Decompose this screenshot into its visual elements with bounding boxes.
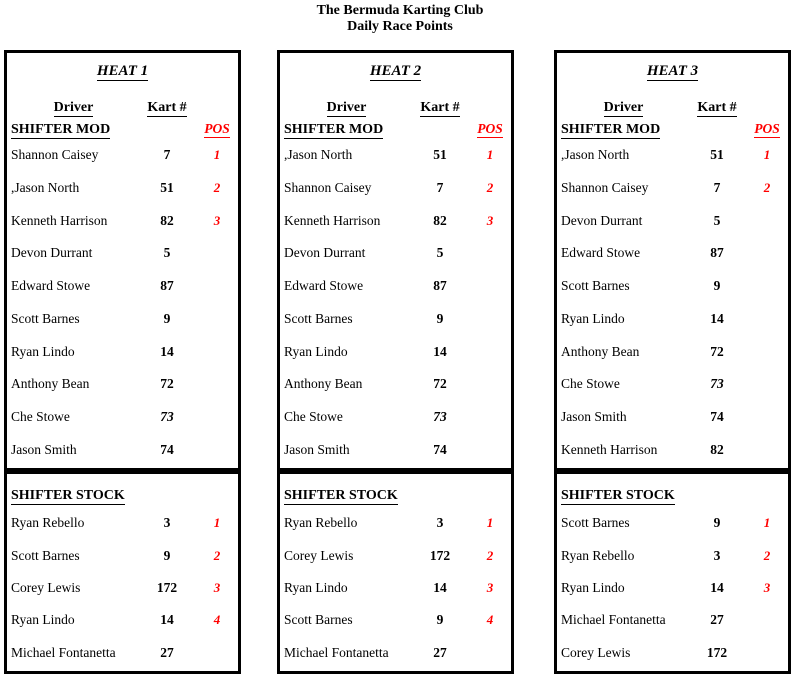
kart-number: 14 (160, 343, 174, 359)
stock-row (7, 604, 238, 636)
driver-name: Scott Barnes (11, 310, 80, 326)
pos-column-header: POS (754, 121, 780, 136)
position-value: 2 (763, 547, 771, 563)
kart-number: 82 (160, 212, 174, 228)
mod-row (557, 368, 788, 401)
driver-name: Corey Lewis (284, 547, 354, 563)
kart-number: 172 (706, 644, 728, 660)
stock-row (280, 604, 511, 636)
heat-title: HEAT 2 (369, 63, 422, 79)
driver-name: Kenneth Harrison (284, 212, 381, 228)
driver-name: Scott Barnes (11, 547, 80, 563)
kart-number: 27 (433, 644, 447, 660)
driver-name: Ryan Rebello (284, 515, 358, 531)
position-value: 1 (213, 147, 221, 163)
kart-column-header: Kart # (147, 100, 187, 115)
stock-row (557, 572, 788, 604)
shifter-mod-rows (280, 139, 511, 466)
stock-row (557, 604, 788, 636)
kart-number: 9 (163, 310, 171, 326)
driver-name: Anthony Bean (284, 376, 363, 392)
kart-column-header: Kart # (420, 100, 460, 115)
stock-row (280, 507, 511, 539)
driver-name: Michael Fontanetta (284, 644, 389, 660)
driver-name: Anthony Bean (11, 376, 90, 392)
position-value: 1 (486, 147, 494, 163)
mod-row (7, 139, 238, 172)
mod-row (557, 433, 788, 466)
driver-name: Shannon Caisey (11, 147, 99, 163)
driver-name: Devon Durrant (284, 245, 366, 261)
driver-name: Jason Smith (11, 441, 77, 457)
position-value: 2 (486, 180, 494, 196)
position-value: 1 (763, 515, 771, 531)
kart-number: 9 (436, 612, 444, 628)
driver-name: Kenneth Harrison (561, 441, 658, 457)
mod-row (7, 368, 238, 401)
pos-column-header: POS (204, 121, 230, 136)
column-header-row (7, 97, 238, 117)
shifter-stock-header: SHIFTER STOCK (561, 488, 675, 503)
position-value: 2 (213, 547, 221, 563)
position-value: 3 (763, 580, 771, 596)
stock-row (7, 572, 238, 604)
driver-name: Corey Lewis (561, 644, 631, 660)
position-value: 2 (763, 180, 771, 196)
kart-number: 87 (160, 278, 174, 294)
stock-row (557, 637, 788, 669)
driver-name: Shannon Caisey (561, 180, 649, 196)
driver-name: Ryan Rebello (11, 515, 85, 531)
driver-name: Michael Fontanetta (561, 612, 666, 628)
position-value: 3 (486, 212, 494, 228)
shifter-mod-header: SHIFTER MOD (284, 122, 384, 137)
driver-name: Scott Barnes (284, 310, 353, 326)
page-title: The Bermuda Karting Club (316, 3, 484, 18)
kart-number: 14 (710, 310, 724, 326)
driver-name: Scott Barnes (561, 515, 630, 531)
shifter-stock-header: SHIFTER STOCK (11, 488, 125, 503)
class-header-row (7, 119, 238, 139)
kart-number: 7 (713, 180, 721, 196)
kart-number: 9 (713, 515, 721, 531)
kart-column-header: Kart # (697, 100, 737, 115)
heat-title: HEAT 1 (96, 63, 149, 79)
mod-row (7, 204, 238, 237)
stock-row (557, 507, 788, 539)
kart-number: 9 (436, 310, 444, 326)
position-value: 3 (213, 212, 221, 228)
position-value: 1 (763, 147, 771, 163)
driver-column-header: Driver (603, 100, 644, 115)
stock-row (557, 539, 788, 571)
heat-box (277, 50, 514, 674)
shifter-stock-section (277, 471, 514, 674)
driver-name: Edward Stowe (284, 278, 364, 294)
position-value: 3 (486, 580, 494, 596)
driver-name: Che Stowe (284, 408, 343, 424)
driver-name: Scott Barnes (561, 278, 630, 294)
driver-name: Ryan Lindo (561, 310, 625, 326)
kart-number: 5 (713, 212, 721, 228)
shifter-stock-section (554, 471, 791, 674)
position-value: 2 (213, 180, 221, 196)
stock-row (7, 507, 238, 539)
kart-number: 9 (163, 547, 171, 563)
kart-number: 27 (160, 644, 174, 660)
mod-row (557, 303, 788, 336)
kart-number: 14 (433, 343, 447, 359)
kart-number: 51 (710, 147, 724, 163)
driver-name: ,Jason North (11, 180, 80, 196)
pos-column-header: POS (477, 121, 503, 136)
mod-row (280, 139, 511, 172)
driver-name: Kenneth Harrison (11, 212, 108, 228)
driver-name: Edward Stowe (561, 245, 641, 261)
shifter-mod-header: SHIFTER MOD (561, 122, 661, 137)
shifter-stock-rows (557, 507, 788, 669)
driver-name: Shannon Caisey (284, 180, 372, 196)
mod-row (280, 270, 511, 303)
kart-number: 51 (433, 147, 447, 163)
driver-name: Ryan Lindo (561, 580, 625, 596)
title-block (0, 3, 800, 35)
mod-row (7, 335, 238, 368)
driver-column-header: Driver (326, 100, 367, 115)
page-subtitle: Daily Race Points (347, 19, 453, 34)
shifter-mod-section (4, 50, 241, 471)
mod-row (280, 204, 511, 237)
kart-number: 74 (433, 441, 447, 457)
driver-name: Ryan Lindo (11, 612, 75, 628)
kart-number: 73 (160, 408, 174, 424)
mod-row (7, 237, 238, 270)
mod-row (557, 401, 788, 434)
shifter-mod-rows (557, 139, 788, 466)
kart-number: 73 (710, 376, 724, 392)
mod-row (7, 401, 238, 434)
kart-number: 82 (433, 212, 447, 228)
column-header-row (557, 97, 788, 117)
driver-name: Ryan Lindo (284, 343, 348, 359)
stock-row (280, 539, 511, 571)
shifter-stock-header: SHIFTER STOCK (284, 488, 398, 503)
shifter-mod-section (277, 50, 514, 471)
mod-row (557, 270, 788, 303)
driver-name: Ryan Lindo (11, 343, 75, 359)
kart-number: 3 (163, 515, 171, 531)
position-value: 1 (213, 515, 221, 531)
position-value: 3 (213, 580, 221, 596)
kart-number: 72 (160, 376, 174, 392)
kart-number: 82 (710, 441, 724, 457)
shifter-mod-section (554, 50, 791, 471)
kart-number: 87 (433, 278, 447, 294)
driver-name: Jason Smith (284, 441, 350, 457)
column-header-row (280, 97, 511, 117)
kart-number: 3 (713, 547, 721, 563)
mod-row (280, 335, 511, 368)
mod-row (7, 172, 238, 205)
mod-row (280, 237, 511, 270)
position-value: 4 (486, 612, 494, 628)
kart-number: 172 (156, 580, 178, 596)
driver-name: Che Stowe (11, 408, 70, 424)
driver-name: Che Stowe (561, 376, 620, 392)
kart-number: 73 (433, 408, 447, 424)
kart-number: 74 (710, 408, 724, 424)
kart-number: 3 (436, 515, 444, 531)
kart-number: 9 (713, 278, 721, 294)
kart-number: 7 (163, 147, 171, 163)
kart-number: 14 (710, 580, 724, 596)
mod-row (280, 368, 511, 401)
driver-name: Corey Lewis (11, 580, 81, 596)
kart-number: 27 (710, 612, 724, 628)
shifter-stock-rows (7, 507, 238, 669)
kart-number: 87 (710, 245, 724, 261)
stock-row (280, 637, 511, 669)
driver-name: Devon Durrant (561, 212, 643, 228)
position-value: 4 (213, 612, 221, 628)
mod-row (280, 172, 511, 205)
heat-title: HEAT 3 (646, 63, 699, 79)
class-header-row (280, 119, 511, 139)
driver-name: Edward Stowe (11, 278, 91, 294)
mod-row (280, 303, 511, 336)
driver-name: ,Jason North (284, 147, 353, 163)
mod-row (7, 433, 238, 466)
kart-number: 72 (710, 343, 724, 359)
mod-row (7, 270, 238, 303)
kart-number: 5 (163, 245, 171, 261)
shifter-stock-section (4, 471, 241, 674)
class-header-row (557, 119, 788, 139)
kart-number: 172 (429, 547, 451, 563)
driver-column-header: Driver (53, 100, 94, 115)
kart-number: 5 (436, 245, 444, 261)
mod-row (557, 237, 788, 270)
kart-number: 14 (160, 612, 174, 628)
kart-number: 74 (160, 441, 174, 457)
mod-row (557, 139, 788, 172)
driver-name: ,Jason North (561, 147, 630, 163)
mod-row (280, 433, 511, 466)
driver-name: Ryan Rebello (561, 547, 635, 563)
driver-name: Ryan Lindo (284, 580, 348, 596)
mod-row (557, 172, 788, 205)
stock-row (280, 572, 511, 604)
shifter-mod-header: SHIFTER MOD (11, 122, 111, 137)
shifter-stock-rows (280, 507, 511, 669)
stock-row (7, 539, 238, 571)
heat-box (4, 50, 241, 674)
mod-row (557, 335, 788, 368)
mod-row (280, 401, 511, 434)
kart-number: 72 (433, 376, 447, 392)
mod-row (557, 204, 788, 237)
kart-number: 14 (433, 580, 447, 596)
driver-name: Michael Fontanetta (11, 644, 116, 660)
driver-name: Scott Barnes (284, 612, 353, 628)
kart-number: 51 (160, 180, 174, 196)
driver-name: Anthony Bean (561, 343, 640, 359)
driver-name: Devon Durrant (11, 245, 93, 261)
kart-number: 7 (436, 180, 444, 196)
shifter-mod-rows (7, 139, 238, 466)
position-value: 1 (486, 515, 494, 531)
position-value: 2 (486, 547, 494, 563)
stock-row (7, 637, 238, 669)
driver-name: Jason Smith (561, 408, 627, 424)
heat-box (554, 50, 791, 674)
mod-row (7, 303, 238, 336)
